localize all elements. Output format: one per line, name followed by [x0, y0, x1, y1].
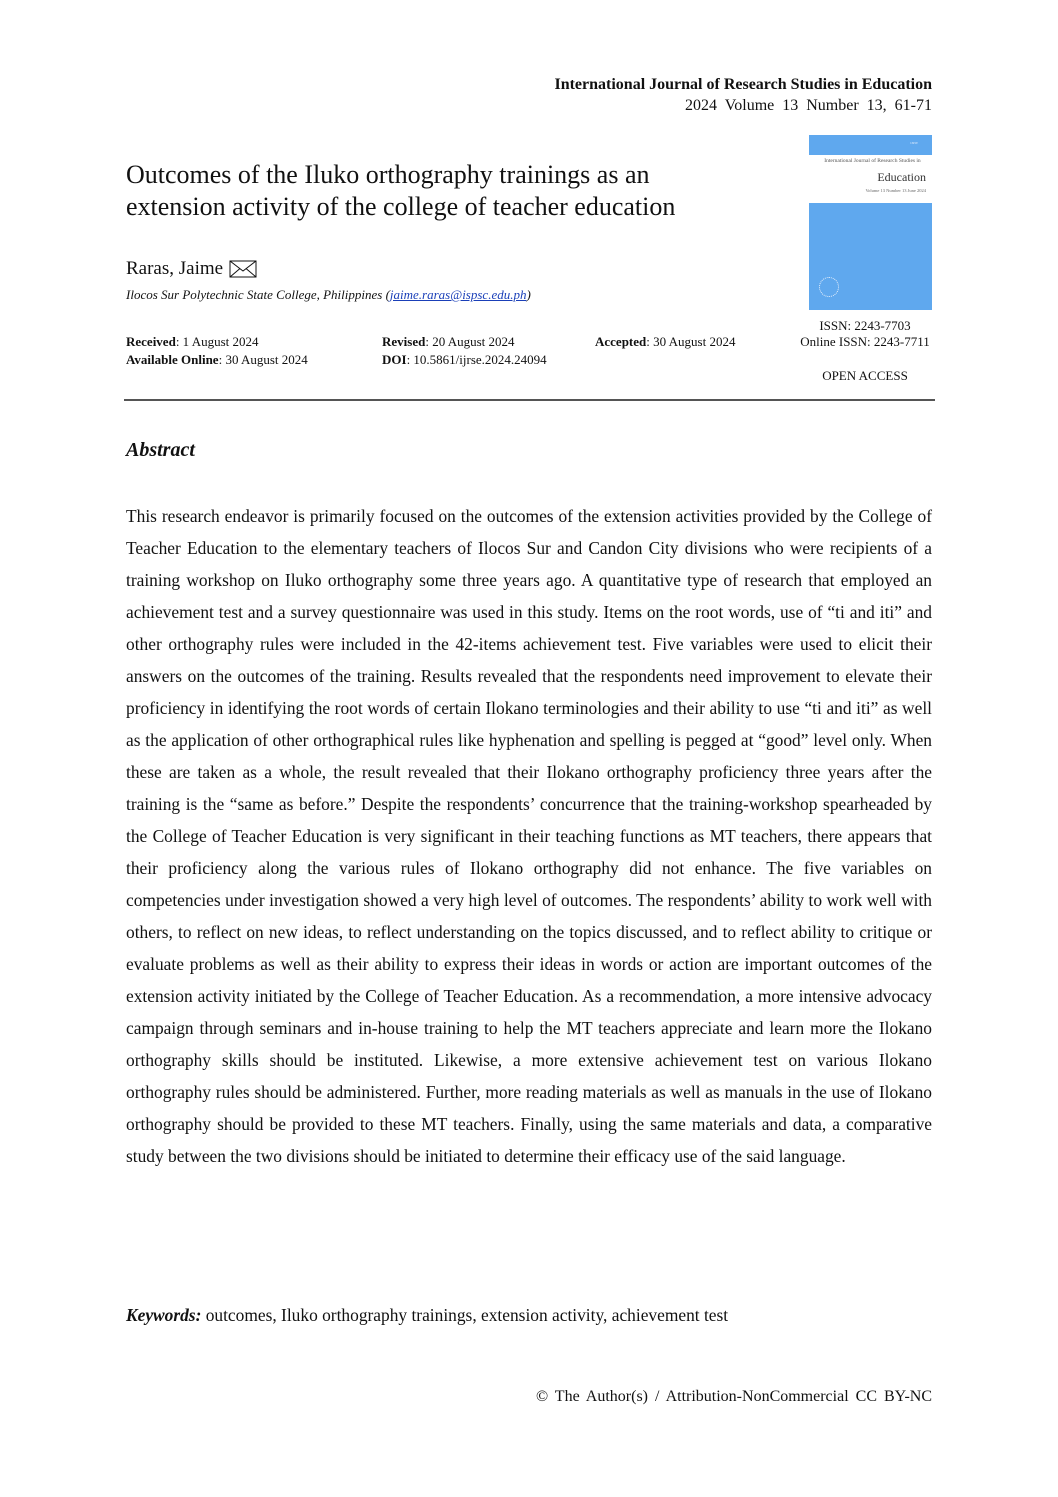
- author-name: Raras, Jaime: [126, 258, 224, 279]
- open-access-label: OPEN ACCESS: [822, 368, 908, 383]
- cover-volume: Volume 13 Number 13 June 2024: [865, 188, 926, 193]
- issn-online: Online ISSN: 2243-7711: [800, 334, 930, 349]
- header-divider: [124, 399, 935, 401]
- journal-cover-image: [809, 135, 932, 310]
- doi-label: DOI: [382, 352, 407, 367]
- revised-date: [382, 334, 595, 352]
- cover-journal-name: International Journal of Research Studies in: [824, 158, 921, 164]
- article-title: Outcomes of the Iluko orthography trainings as an extension activity of the college of teacher education: [126, 160, 676, 221]
- available-label: Available Online: [126, 352, 219, 367]
- abstract-body: This research endeavor is primarily focused on the outcomes of the extension activities provided by the College of Teacher Education to the elementary teachers of Ilocos Sur and Candon City divisions who were recipients of a training workshop on Iluko orthography some three years ago. A quantitative type of research that employed an achievement test and a survey questionnaire was used in this study. Items on the root words, use of “ti and iti” and other orthography rules were included in the 42-items achievement test. Five variables were used to elicit their answers on the outcomes of the training. Results revealed that the respondents need improvement to elevate their proficiency in identifying the root words of certain Ilokano terminologies and their ability to use “ti and iti” as well as the application of other orthographical rules like hyphenation and spelling is pegged at “good” level only. When these are taken as a whole, the result revealed that their Ilokano orthography proficiency three years after the training is the “same as before.” Despite the respondents’ concurrence that the training-workshop spearheaded by the College of Teacher Education is very significant in their teaching functions as MT teachers, there appears that their proficiency along the various rules of Ilokano orthography did not enhance. The five variables on competencies under investigation showed a very high level of outcomes. The respondents’ ability to work well with others, to reflect on new ideas, to reflect understanding on the topics discussed, and to reflect ability to critique or evaluate problems as well as their ability to express their ideas in words or action are important outcomes of the extension activity initiated by the College of Teacher Education. As a recommendation, a more intensive advocacy campaign through seminars and in-house training to help the MT teachers appreciate and learn more the Ilokano orthography skills should be instituted. Likewise, a more extensive achievement test on various Ilokano orthography rules should be administered. Further, more reading materials as well as manuals in the use of Ilokano orthography should be provided to these MT teachers. Finally, using the same materials and data, a comparative study between the two divisions should be initiated to determine their efficacy use of the said language.: [126, 506, 932, 1166]
- keywords-label: Keywords:: [126, 1305, 202, 1325]
- received-label: Received: [126, 334, 176, 349]
- cover-subject: Education: [877, 170, 926, 184]
- affiliation-close: ): [526, 287, 531, 302]
- cover-main-band: [809, 203, 932, 310]
- journal-issue: 2024 Volume 13 Number 13, 61-71: [685, 97, 932, 114]
- cover-top-band: IJRSE: [809, 135, 932, 155]
- envelope-icon[interactable]: [229, 260, 257, 278]
- received-value: : 1 August 2024: [175, 334, 259, 349]
- doi: [382, 352, 595, 370]
- accepted-value: : 30 August 2024: [646, 334, 736, 349]
- affiliation: [126, 287, 531, 303]
- revised-value: : 20 August 2024: [425, 334, 515, 349]
- accepted-date: [595, 334, 795, 352]
- revised-label: Revised: [382, 334, 426, 349]
- keywords-list: outcomes, Iluko orthography trainings, extension activity, achievement test: [201, 1305, 729, 1325]
- keywords: [126, 1305, 728, 1326]
- accepted-label: Accepted: [595, 334, 647, 349]
- available-value: : 30 August 2024: [218, 352, 308, 367]
- journal-name: International Journal of Research Studies in Education: [554, 76, 932, 93]
- consortia-logo-icon: [819, 277, 839, 297]
- doi-value: : 10.5861/ijrse.2024.24094: [406, 352, 547, 367]
- publication-dates: [126, 334, 795, 370]
- author-line: [126, 258, 257, 280]
- author-email-link[interactable]: jaime.raras@ispsc.edu.ph: [389, 287, 527, 302]
- issn-print: ISSN: 2243-7703: [819, 318, 911, 333]
- received-date: [126, 334, 382, 352]
- affiliation-text: Ilocos Sur Polytechnic State College, Philippines (: [126, 287, 390, 302]
- available-online-date: [126, 352, 382, 370]
- abstract-heading: Abstract: [126, 439, 195, 461]
- license-footer: © The Author(s) / Attribution-NonCommercial CC BY-NC: [535, 1388, 932, 1405]
- issn-block: [780, 318, 950, 350]
